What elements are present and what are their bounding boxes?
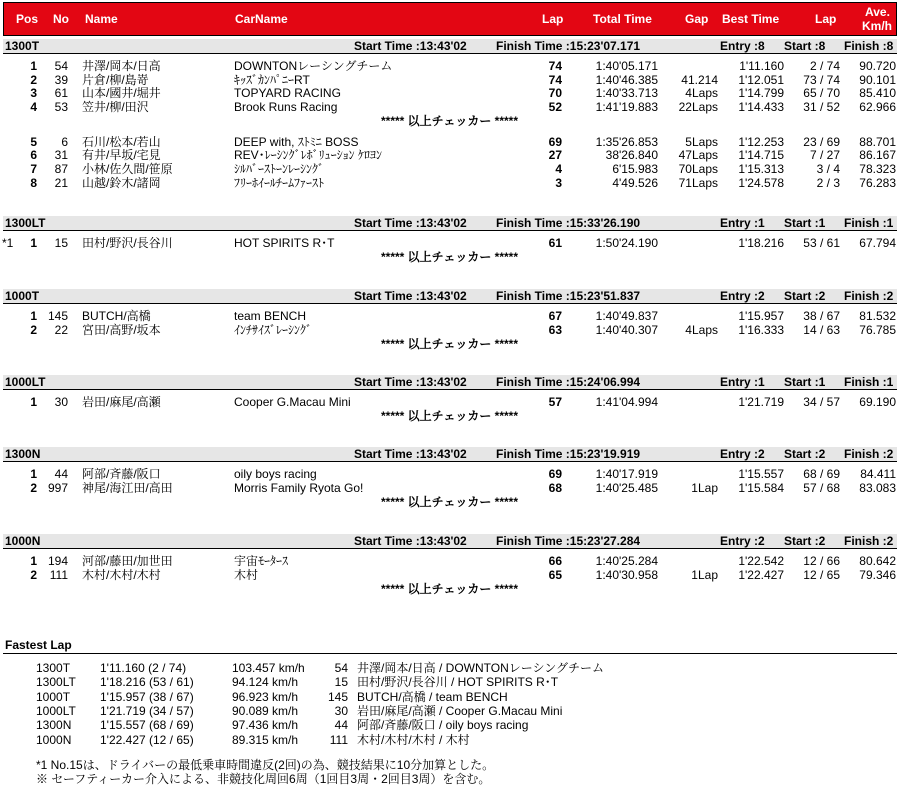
finish-count: Finish :2 bbox=[844, 447, 894, 461]
cell-gap: 41.214 bbox=[681, 72, 718, 87]
note-1: *1 No.15は、ドライバーの最低乗車時間違反(2回)の為、競技結果に10分加算とした。 bbox=[36, 758, 495, 772]
cell-total: 1:40'33.713 bbox=[595, 86, 658, 101]
cell-car: Cooper G.Macau Mini bbox=[234, 395, 351, 409]
finish-count: Finish :1 bbox=[844, 216, 894, 230]
cell-best: 1'14.433 bbox=[738, 100, 784, 115]
cell-ave: 88.701 bbox=[859, 134, 896, 149]
col-ave: Ave. bbox=[865, 5, 890, 19]
start-count: Start :1 bbox=[784, 216, 826, 230]
cell-lap: 74 bbox=[548, 59, 562, 73]
cell-total: 1:40'25.284 bbox=[595, 554, 658, 568]
cell-blap: 65 / 70 bbox=[803, 86, 840, 101]
cell-car: DEEP with, ｽﾄﾐﾆ BOSS bbox=[234, 134, 359, 149]
start-time: Start Time :13:43'02 bbox=[354, 447, 467, 461]
cell-total: 1:41'04.994 bbox=[595, 395, 658, 409]
cell-pos: 7 bbox=[30, 161, 37, 176]
entry-count: Entry :2 bbox=[720, 534, 765, 548]
finish-time: Finish Time :15:33'26.190 bbox=[496, 216, 641, 230]
cell-best: 1'11.160 bbox=[739, 59, 784, 73]
cell-best: 1'15.557 bbox=[738, 467, 784, 481]
results-header bbox=[3, 2, 897, 36]
cell-no: 30 bbox=[54, 395, 68, 409]
cell-ave: 76.283 bbox=[859, 175, 896, 190]
cell-pos: 1 bbox=[30, 236, 37, 250]
cell-ave: 76.785 bbox=[859, 322, 896, 337]
fl-cls: 1000T bbox=[36, 689, 71, 704]
entry-count: Entry :8 bbox=[720, 39, 765, 53]
cell-lap: 65 bbox=[548, 567, 562, 582]
cell-lap: 68 bbox=[548, 480, 562, 495]
cell-blap: 57 / 68 bbox=[803, 480, 840, 495]
cell-ave: 69.190 bbox=[859, 395, 896, 409]
cell-best: 1'18.216 bbox=[738, 236, 784, 250]
class-header-2 bbox=[3, 289, 897, 304]
cell-best: 1'21.719 bbox=[738, 395, 784, 409]
fl-cls: 1000LT bbox=[36, 703, 76, 718]
cell-no: 6 bbox=[61, 134, 68, 149]
cell-blap: 68 / 69 bbox=[803, 467, 840, 481]
cell-gap: 47Laps bbox=[678, 148, 718, 163]
result-row bbox=[0, 554, 900, 568]
cell-no: 53 bbox=[54, 100, 68, 115]
cell-no: 61 bbox=[54, 86, 68, 101]
fl-speed: 90.089 km/h bbox=[232, 703, 299, 718]
cell-no: 194 bbox=[47, 554, 68, 568]
cell-blap: 2 / 3 bbox=[816, 175, 840, 190]
cell-pos: 2 bbox=[30, 480, 37, 495]
cell-gap: 1Lap bbox=[691, 567, 718, 582]
cell-ave: 84.411 bbox=[860, 467, 896, 481]
class-header-5 bbox=[3, 534, 897, 549]
cell-blap: 38 / 67 bbox=[803, 309, 840, 323]
fl-cls: 1300LT bbox=[36, 675, 76, 690]
cell-total: 1:50'24.190 bbox=[595, 236, 658, 250]
cell-name: 岩田/麻尾/高瀬 bbox=[82, 395, 161, 409]
entry-count: Entry :2 bbox=[720, 447, 765, 461]
col-pos: Pos bbox=[16, 12, 39, 26]
entry-count: Entry :1 bbox=[720, 216, 765, 230]
start-time: Start Time :13:43'02 bbox=[354, 216, 467, 230]
cell-name: 田村/野沢/長谷川 bbox=[82, 236, 173, 250]
cell-gap: 4Laps bbox=[685, 322, 718, 337]
result-row bbox=[0, 176, 900, 190]
checker-line: ***** 以上チェッカー ***** bbox=[381, 336, 519, 351]
cell-car: oily boys racing bbox=[234, 467, 317, 481]
cell-car: ﾌﾘｰﾎｲｰﾙﾁｰﾑﾌｧｰｽﾄ bbox=[234, 175, 325, 190]
cell-no: 39 bbox=[54, 72, 68, 87]
cell-mark: *1 bbox=[2, 236, 14, 250]
checker-line: ***** 以上チェッカー ***** bbox=[381, 581, 519, 596]
cell-name: 木村/木村/木村 bbox=[82, 567, 161, 582]
fastest-lap-row bbox=[0, 718, 900, 732]
finish-time: Finish Time :15:23'19.919 bbox=[496, 447, 641, 461]
cell-lap: 3 bbox=[555, 175, 562, 190]
fl-speed: 89.315 km/h bbox=[232, 732, 299, 747]
fl-no: 145 bbox=[327, 689, 348, 704]
cell-gap: 22Laps bbox=[678, 100, 718, 115]
fl-cls: 1000N bbox=[36, 732, 72, 747]
cell-name: 片倉/柳/島嵜 bbox=[82, 72, 149, 87]
cell-best: 1'24.578 bbox=[738, 175, 784, 190]
cell-car: 木村 bbox=[234, 567, 259, 582]
cell-no: 31 bbox=[54, 148, 68, 163]
fastest-lap-title: Fastest Lap bbox=[5, 638, 72, 652]
cell-lap: 4 bbox=[555, 161, 562, 176]
cell-total: 4'49.526 bbox=[612, 175, 658, 190]
class-header-1 bbox=[3, 216, 897, 231]
start-count: Start :2 bbox=[784, 289, 826, 303]
col-total-time: Total Time bbox=[593, 12, 652, 26]
fl-cls: 1300T bbox=[36, 661, 71, 675]
fl-who: 井澤/岡本/日高 / DOWNTONレーシングチーム bbox=[357, 661, 604, 675]
cell-name: 井澤/岡本/日高 bbox=[82, 59, 161, 73]
cell-no: 111 bbox=[49, 567, 68, 582]
cell-pos: 1 bbox=[30, 395, 37, 409]
fastest-lap-header bbox=[3, 637, 897, 654]
col-lap: Lap bbox=[542, 12, 564, 26]
class-name: 1000N bbox=[5, 534, 41, 548]
start-time: Start Time :13:43'02 bbox=[354, 375, 467, 389]
cell-pos: 1 bbox=[30, 554, 37, 568]
class-header-3 bbox=[3, 375, 897, 390]
cell-name: 神尾/海江田/高田 bbox=[82, 480, 173, 495]
cell-name: 阿部/斉藤/阪口 bbox=[82, 467, 161, 481]
result-row bbox=[0, 236, 900, 250]
fl-no: 54 bbox=[334, 661, 348, 675]
cell-ave: 80.642 bbox=[859, 554, 896, 568]
cell-ave: 90.101 bbox=[859, 72, 896, 87]
cell-blap: 3 / 4 bbox=[816, 161, 840, 176]
cell-car: team BENCH bbox=[234, 309, 307, 323]
cell-lap: 57 bbox=[548, 395, 562, 409]
cell-blap: 34 / 57 bbox=[803, 395, 840, 409]
cell-pos: 1 bbox=[30, 59, 37, 73]
cell-gap: 5Laps bbox=[685, 134, 718, 149]
cell-total: 1:40'05.171 bbox=[595, 59, 658, 73]
cell-pos: 2 bbox=[30, 567, 37, 582]
fl-who: 岩田/麻尾/高瀬 / Cooper G.Macau Mini bbox=[357, 703, 563, 718]
cell-blap: 12 / 65 bbox=[803, 567, 840, 582]
cell-ave: 86.167 bbox=[859, 148, 896, 163]
fl-who: BUTCH/高橋 / team BENCH bbox=[357, 689, 508, 704]
cell-no: 145 bbox=[47, 309, 68, 323]
finish-count: Finish :8 bbox=[844, 39, 894, 53]
class-header-0 bbox=[3, 39, 897, 54]
cell-gap: 1Lap bbox=[691, 480, 718, 495]
fl-time: 1'21.719 (34 / 57) bbox=[100, 703, 194, 718]
cell-car: 宇宙ﾓｰﾀｰｽ bbox=[234, 554, 289, 568]
cell-blap: 73 / 74 bbox=[803, 72, 840, 87]
class-name: 1300LT bbox=[5, 216, 46, 230]
cell-lap: 52 bbox=[548, 100, 562, 115]
cell-lap: 61 bbox=[548, 236, 562, 250]
col-name: Name bbox=[85, 12, 118, 26]
cell-blap: 31 / 52 bbox=[803, 100, 840, 115]
class-name: 1300T bbox=[5, 39, 40, 53]
cell-gap: 4Laps bbox=[685, 86, 718, 101]
fl-speed: 96.923 km/h bbox=[232, 689, 299, 704]
cell-total: 1:40'25.485 bbox=[595, 480, 658, 495]
cell-car: ｼﾙﾊﾞｰｽﾄｰﾝﾚｰｼﾝｸﾞ bbox=[234, 161, 325, 176]
cell-best: 1'14.799 bbox=[738, 86, 784, 101]
cell-total: 1:40'49.837 bbox=[595, 309, 658, 323]
fl-time: 1'22.427 (12 / 65) bbox=[100, 732, 194, 747]
col-best-time: Best Time bbox=[722, 12, 780, 26]
class-name: 1000LT bbox=[5, 375, 46, 389]
cell-no: 54 bbox=[54, 59, 68, 73]
finish-time: Finish Time :15:23'51.837 bbox=[496, 289, 641, 303]
cell-name: 小林/佐久間/笹原 bbox=[82, 161, 173, 176]
cell-best: 1'14.715 bbox=[738, 148, 784, 163]
cell-total: 1:40'30.958 bbox=[595, 567, 658, 582]
cell-no: 44 bbox=[54, 467, 68, 481]
cell-total: 1:41'19.883 bbox=[595, 100, 658, 115]
fastest-lap-row bbox=[0, 733, 900, 747]
cell-lap: 74 bbox=[548, 72, 562, 87]
cell-pos: 1 bbox=[30, 467, 37, 481]
cell-pos: 4 bbox=[30, 100, 37, 115]
cell-lap: 27 bbox=[548, 148, 562, 163]
result-row bbox=[0, 162, 900, 176]
cell-pos: 2 bbox=[30, 72, 37, 87]
col-no: No bbox=[53, 12, 69, 26]
cell-pos: 2 bbox=[30, 322, 37, 337]
cell-ave: 79.346 bbox=[859, 567, 896, 582]
class-name: 1000T bbox=[5, 289, 40, 303]
cell-ave: 67.794 bbox=[859, 236, 896, 250]
fl-no: 15 bbox=[334, 675, 348, 690]
result-row bbox=[0, 86, 900, 100]
cell-name: 宮田/高野/坂本 bbox=[82, 322, 161, 337]
cell-best: 1'22.542 bbox=[738, 554, 784, 568]
fl-who: 田村/野沢/長谷川 / HOT SPIRITS R･T bbox=[357, 675, 559, 690]
fl-no: 111 bbox=[329, 732, 348, 747]
start-count: Start :1 bbox=[784, 375, 826, 389]
cell-car: ｷｯｽﾞｶﾝﾊﾟﾆｰRT bbox=[234, 72, 310, 87]
cell-lap: 70 bbox=[548, 86, 562, 101]
fl-speed: 103.457 km/h bbox=[232, 661, 305, 675]
cell-ave: 85.410 bbox=[859, 86, 896, 101]
fl-speed: 94.124 km/h bbox=[232, 675, 299, 690]
cell-lap: 67 bbox=[548, 309, 562, 323]
cell-best: 1'12.253 bbox=[738, 134, 784, 149]
cell-car: DOWNTONレーシングチーム bbox=[234, 59, 393, 73]
checker-line: ***** 以上チェッカー ***** bbox=[381, 494, 519, 509]
fastest-lap-row bbox=[0, 690, 900, 704]
cell-blap: 7 / 27 bbox=[809, 148, 840, 163]
cell-pos: 8 bbox=[30, 175, 37, 190]
cell-pos: 6 bbox=[30, 148, 37, 163]
result-row bbox=[0, 309, 900, 323]
start-count: Start :2 bbox=[784, 447, 826, 461]
cell-pos: 3 bbox=[30, 86, 37, 101]
cell-blap: 23 / 69 bbox=[803, 134, 840, 149]
class-header-4 bbox=[3, 447, 897, 462]
col-carname: CarName bbox=[235, 12, 288, 26]
entry-count: Entry :2 bbox=[720, 289, 765, 303]
fl-who: 阿部/斉藤/阪口 / oily boys racing bbox=[357, 718, 529, 733]
result-row bbox=[0, 148, 900, 162]
fl-speed: 97.436 km/h bbox=[232, 718, 299, 733]
cell-total: 38'26.840 bbox=[605, 148, 658, 163]
result-row bbox=[0, 395, 900, 409]
cell-total: 1:40'40.307 bbox=[595, 322, 658, 337]
cell-no: 15 bbox=[54, 236, 68, 250]
fl-time: 1'11.160 (2 / 74) bbox=[100, 661, 187, 675]
result-row bbox=[0, 568, 900, 582]
result-row bbox=[0, 135, 900, 149]
cell-lap: 63 bbox=[548, 322, 562, 337]
cell-blap: 2 / 74 bbox=[809, 59, 840, 73]
cell-pos: 5 bbox=[30, 134, 37, 149]
finish-count: Finish :2 bbox=[844, 534, 894, 548]
cell-best: 1'15.313 bbox=[738, 161, 784, 176]
cell-best: 1'15.957 bbox=[738, 309, 784, 323]
finish-time: Finish Time :15:24'06.994 bbox=[496, 375, 641, 389]
fl-time: 1'18.216 (53 / 61) bbox=[100, 675, 194, 690]
cell-name: BUTCH/高橋 bbox=[82, 309, 151, 323]
cell-name: 石川/松本/若山 bbox=[82, 134, 161, 149]
fl-cls: 1300N bbox=[36, 718, 72, 733]
cell-blap: 14 / 63 bbox=[803, 322, 840, 337]
class-name: 1300N bbox=[5, 447, 41, 461]
cell-no: 87 bbox=[54, 161, 68, 176]
col-gap: Gap bbox=[685, 12, 709, 26]
result-row bbox=[0, 100, 900, 114]
cell-name: 山本/國井/堀井 bbox=[82, 86, 161, 101]
result-row bbox=[0, 467, 900, 481]
cell-car: Morris Family Ryota Go! bbox=[234, 480, 364, 495]
cell-total: 1:40'17.919 bbox=[595, 467, 658, 481]
cell-no: 997 bbox=[47, 480, 68, 495]
cell-lap: 69 bbox=[548, 134, 562, 149]
fastest-lap-row bbox=[0, 661, 900, 675]
result-row bbox=[0, 73, 900, 87]
cell-ave: 90.720 bbox=[859, 59, 896, 73]
cell-best: 1'16.333 bbox=[738, 322, 784, 337]
cell-car: TOPYARD RACING bbox=[234, 86, 341, 101]
finish-time: Finish Time :15:23'27.284 bbox=[496, 534, 641, 548]
checker-line: ***** 以上チェッカー ***** bbox=[381, 114, 519, 129]
cell-lap: 69 bbox=[548, 467, 562, 481]
start-time: Start Time :13:43'02 bbox=[354, 534, 467, 548]
cell-ave: 78.323 bbox=[859, 161, 896, 176]
fl-time: 1'15.957 (38 / 67) bbox=[100, 689, 194, 704]
cell-lap: 66 bbox=[548, 554, 562, 568]
cell-ave: 81.532 bbox=[859, 309, 896, 323]
finish-time: Finish Time :15:23'07.171 bbox=[496, 39, 641, 53]
cell-no: 21 bbox=[54, 175, 68, 190]
cell-total: 1:40'46.385 bbox=[595, 72, 658, 87]
cell-gap: 70Laps bbox=[678, 161, 718, 176]
checker-line: ***** 以上チェッカー ***** bbox=[381, 409, 519, 424]
entry-count: Entry :1 bbox=[720, 375, 765, 389]
cell-name: 河部/藤田/加世田 bbox=[82, 554, 173, 568]
cell-best: 1'15.584 bbox=[738, 480, 784, 495]
cell-ave: 83.083 bbox=[859, 480, 896, 495]
cell-name: 有井/早坂/宅見 bbox=[82, 148, 161, 163]
fl-no: 30 bbox=[334, 703, 348, 718]
cell-car: REV･ﾚｰｼﾝｸﾞﾚﾎﾞﾘｭｰｼｮﾝ ｹﾛﾖﾝ bbox=[234, 148, 383, 163]
cell-ave: 62.966 bbox=[859, 100, 896, 115]
col-best-lap: Lap bbox=[815, 12, 837, 26]
start-count: Start :8 bbox=[784, 39, 826, 53]
cell-name: 山越/鈴木/諸岡 bbox=[82, 175, 161, 190]
fl-no: 44 bbox=[334, 718, 348, 733]
finish-count: Finish :1 bbox=[844, 375, 894, 389]
cell-pos: 1 bbox=[30, 309, 37, 323]
cell-name: 笠井/柳/田沢 bbox=[82, 100, 149, 115]
cell-car: Brook Runs Racing bbox=[234, 100, 338, 115]
cell-best: 1'12.051 bbox=[738, 72, 784, 87]
checker-line: ***** 以上チェッカー ***** bbox=[381, 250, 519, 265]
cell-best: 1'22.427 bbox=[738, 567, 784, 582]
start-count: Start :2 bbox=[784, 534, 826, 548]
col-kmh: Km/h bbox=[862, 19, 892, 33]
result-row bbox=[0, 481, 900, 495]
result-row bbox=[0, 323, 900, 337]
start-time: Start Time :13:43'02 bbox=[354, 289, 467, 303]
result-row bbox=[0, 59, 900, 73]
fl-time: 1'15.557 (68 / 69) bbox=[100, 718, 194, 733]
cell-total: 6'15.983 bbox=[612, 161, 658, 176]
finish-count: Finish :2 bbox=[844, 289, 894, 303]
fastest-lap-row bbox=[0, 675, 900, 689]
cell-total: 1:35'26.853 bbox=[595, 134, 658, 149]
start-time: Start Time :13:43'02 bbox=[354, 39, 467, 53]
cell-gap: 71Laps bbox=[678, 175, 718, 190]
cell-blap: 12 / 66 bbox=[803, 554, 840, 568]
fl-who: 木村/木村/木村 / 木村 bbox=[357, 732, 470, 747]
cell-blap: 53 / 61 bbox=[803, 236, 840, 250]
cell-car: HOT SPIRITS R･T bbox=[234, 236, 335, 250]
fastest-lap-row bbox=[0, 704, 900, 718]
cell-car: ｲﾝﾁｻｲｽﾞﾚｰｼﾝｸﾞ bbox=[234, 322, 313, 337]
note-2: ※ セーフティーカー介入による、非競技化周回6周（1回目3周・2回目3周）を含む。 bbox=[36, 772, 491, 786]
cell-no: 22 bbox=[54, 322, 68, 337]
